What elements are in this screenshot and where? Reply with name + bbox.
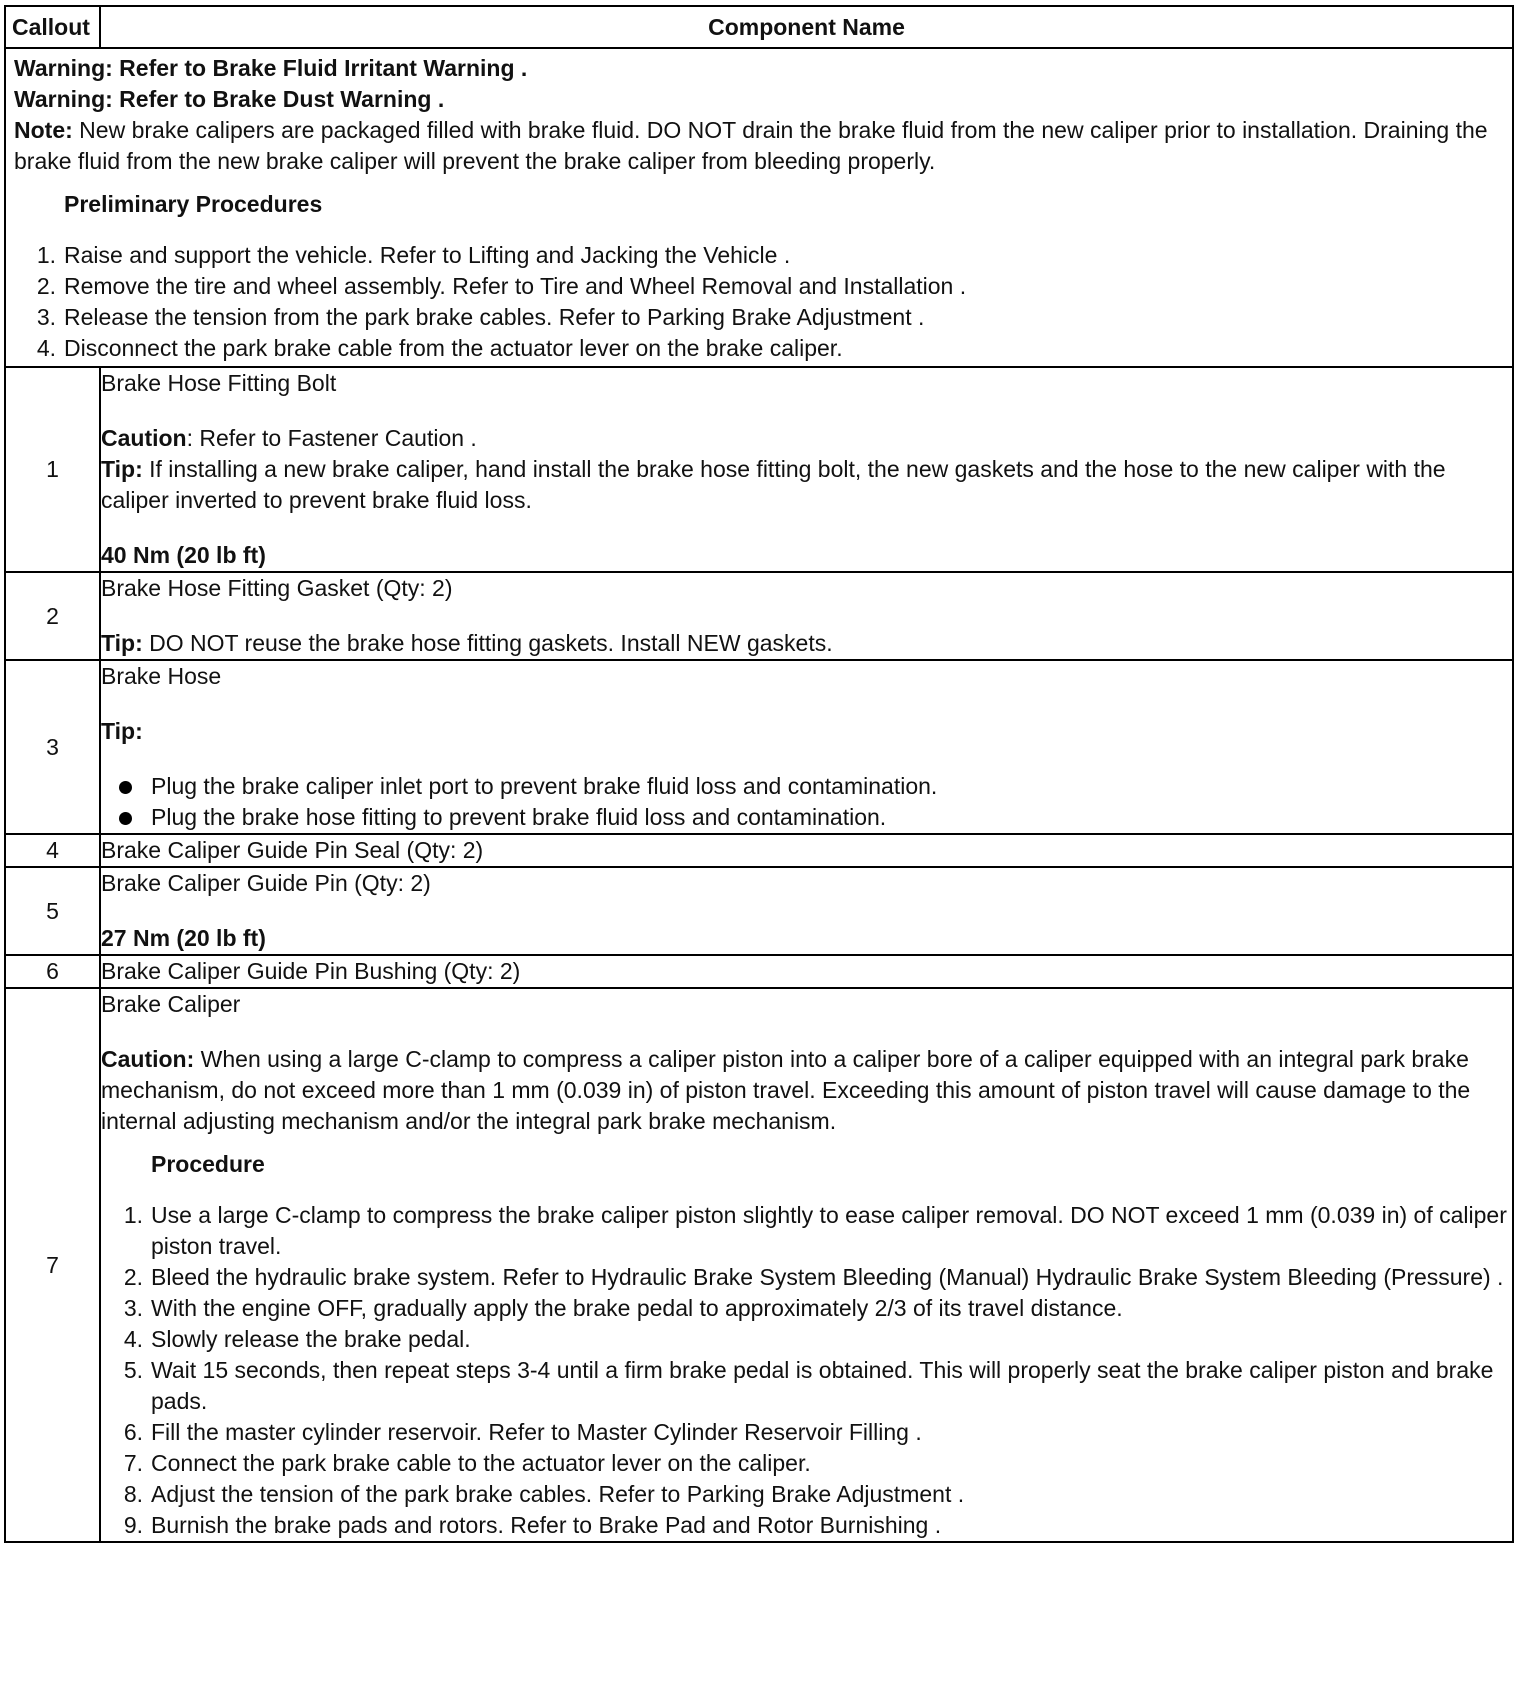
list-item — [14, 333, 1504, 364]
component-cell — [100, 988, 1513, 1542]
step-text: Wait 15 seconds, then repeat steps 3-4 until a firm brake pedal is obtained. This will properly seat the brake caliper piston and brake pads. — [151, 1357, 1494, 1414]
step-number: 9. — [123, 1512, 143, 1538]
intro-row — [5, 48, 1513, 367]
list-item — [101, 1262, 1512, 1293]
step-number: 3. — [36, 304, 56, 330]
component-name: Brake Caliper Guide Pin Seal (Qty: 2) — [101, 837, 484, 863]
list-item — [101, 1479, 1512, 1510]
note-text: New brake calipers are packaged filled with brake fluid. DO NOT drain the brake fluid from the new caliper prior to installation. Draining the brake fluid from the new brake caliper will prevent the brake caliper from bleeding properly. — [14, 117, 1488, 174]
table-row — [5, 834, 1513, 867]
step-text: With the engine OFF, gradually apply the brake pedal to approximately 2/3 of its travel distance. — [151, 1295, 1123, 1321]
component-cell — [100, 367, 1513, 572]
step-number: 5. — [123, 1357, 143, 1383]
component-name: Brake Caliper Guide Pin (Qty: 2) — [101, 870, 431, 896]
preliminary-steps — [14, 240, 1504, 364]
component-column-header: Component Name — [100, 6, 1513, 48]
torque-spec: 27 Nm (20 lb ft) — [101, 925, 266, 951]
callout-cell: 3 — [5, 660, 100, 834]
callout-cell: 5 — [5, 867, 100, 955]
component-cell — [100, 572, 1513, 660]
list-item — [101, 1510, 1512, 1541]
list-item — [101, 1355, 1512, 1417]
component-name: Brake Hose — [101, 663, 222, 689]
step-text: Burnish the brake pads and rotors. Refer to Brake Pad and Rotor Burnishing . — [151, 1512, 942, 1538]
list-item — [14, 271, 1504, 302]
tip-text: DO NOT reuse the brake hose fitting gaskets. Install NEW gaskets. — [142, 630, 833, 656]
step-text: Remove the tire and wheel assembly. Refer to Tire and Wheel Removal and Installation . — [64, 273, 967, 299]
caution-text: When using a large C-clamp to compress a caliper piston into a caliper bore of a caliper equipped with an integral park brake mechanism, do not exceed more than 1 mm (0.039 in) of piston travel. Exceeding this amount of piston travel will cause damage to the internal adjusting mechanism and/or the integral park brake mechanism. — [101, 1046, 1471, 1134]
caution — [101, 1044, 1512, 1137]
bullet-icon — [119, 812, 132, 825]
warning-label: Warning: — [14, 55, 113, 81]
warning-text: Refer to Brake Fluid Irritant Warning . — [112, 55, 528, 81]
procedure-heading: Procedure — [151, 1151, 265, 1177]
step-number: 4. — [36, 335, 56, 361]
callout-cell: 7 — [5, 988, 100, 1542]
component-name: Brake Caliper — [101, 991, 241, 1017]
table-row — [5, 660, 1513, 834]
step-number: 2. — [36, 273, 56, 299]
list-item — [14, 240, 1504, 271]
step-number: 7. — [123, 1450, 143, 1476]
step-text: Use a large C-clamp to compress the brake caliper piston slightly to ease caliper removal. DO NOT exceed 1 mm (0.039 in) of caliper piston travel. — [151, 1202, 1507, 1259]
table-row — [5, 572, 1513, 660]
step-text: Bleed the hydraulic brake system. Refer to Hydraulic Brake System Bleeding (Manual) Hydraulic Brake System Bleeding (Pressure) . — [151, 1264, 1504, 1290]
step-number: 8. — [123, 1481, 143, 1507]
step-text: Raise and support the vehicle. Refer to Lifting and Jacking the Vehicle . — [64, 242, 791, 268]
bullet-text: Plug the brake hose fitting to prevent brake fluid loss and contamination. — [151, 804, 887, 830]
caution-text: : Refer to Fastener Caution . — [186, 425, 477, 451]
table-header-row — [5, 6, 1513, 48]
tip-text: If installing a new brake caliper, hand install the brake hose fitting bolt, the new gaskets and the hose to the new caliper with the caliper inverted to prevent brake fluid loss. — [101, 456, 1446, 513]
step-number: 6. — [123, 1419, 143, 1445]
tip-label: Tip: — [101, 718, 143, 744]
list-item — [101, 802, 1512, 833]
component-name: Brake Caliper Guide Pin Bushing (Qty: 2) — [101, 958, 521, 984]
component-cell — [100, 955, 1513, 988]
table-row — [5, 367, 1513, 572]
step-number: 1. — [36, 242, 56, 268]
list-item — [101, 771, 1512, 802]
preliminary-heading: Preliminary Procedures — [64, 191, 323, 217]
warning-label: Warning: — [14, 86, 113, 112]
note — [14, 115, 1504, 177]
torque-spec: 40 Nm (20 lb ft) — [101, 542, 266, 568]
intro-cell — [5, 48, 1513, 367]
list-item — [101, 1200, 1512, 1262]
warning-2 — [14, 84, 1504, 115]
list-item — [14, 302, 1504, 333]
callout-cell: 1 — [5, 367, 100, 572]
caution — [101, 423, 1512, 454]
component-name: Brake Hose Fitting Gasket (Qty: 2) — [101, 575, 453, 601]
tip — [101, 454, 1512, 516]
tip-label: Tip: — [101, 456, 143, 482]
list-item — [101, 1448, 1512, 1479]
warning-text: Refer to Brake Dust Warning . — [112, 86, 445, 112]
tip-label: Tip: — [101, 630, 143, 656]
step-text: Connect the park brake cable to the actuator lever on the caliper. — [151, 1450, 811, 1476]
callout-cell: 2 — [5, 572, 100, 660]
caution-label: Caution — [101, 425, 187, 451]
step-number: 2. — [123, 1264, 143, 1290]
step-number: 1. — [123, 1202, 143, 1228]
callout-column-header: Callout — [5, 6, 100, 48]
table-row — [5, 867, 1513, 955]
step-text: Release the tension from the park brake cables. Refer to Parking Brake Adjustment . — [64, 304, 925, 330]
step-number: 4. — [123, 1326, 143, 1352]
bullet-text: Plug the brake caliper inlet port to prevent brake fluid loss and contamination. — [151, 773, 938, 799]
step-number: 3. — [123, 1295, 143, 1321]
note-label: Note: — [14, 117, 73, 143]
callout-cell: 6 — [5, 955, 100, 988]
component-name: Brake Hose Fitting Bolt — [101, 370, 337, 396]
step-text: Fill the master cylinder reservoir. Refer to Master Cylinder Reservoir Filling . — [151, 1419, 922, 1445]
step-text: Disconnect the park brake cable from the actuator lever on the brake caliper. — [64, 335, 843, 361]
callout-cell: 4 — [5, 834, 100, 867]
list-item — [101, 1324, 1512, 1355]
procedure-table — [4, 5, 1514, 1543]
step-text: Adjust the tension of the park brake cables. Refer to Parking Brake Adjustment . — [151, 1481, 965, 1507]
list-item — [101, 1293, 1512, 1324]
table-row — [5, 988, 1513, 1542]
warning-1 — [14, 53, 1504, 84]
component-cell — [100, 834, 1513, 867]
component-cell — [100, 867, 1513, 955]
table-row — [5, 955, 1513, 988]
component-cell — [100, 660, 1513, 834]
bullet-icon — [119, 781, 132, 794]
caution-label: Caution: — [101, 1046, 195, 1072]
tip-bullets — [101, 771, 1512, 833]
list-item — [101, 1417, 1512, 1448]
step-text: Slowly release the brake pedal. — [151, 1326, 471, 1352]
tip — [101, 628, 1512, 659]
procedure-steps — [101, 1200, 1512, 1541]
